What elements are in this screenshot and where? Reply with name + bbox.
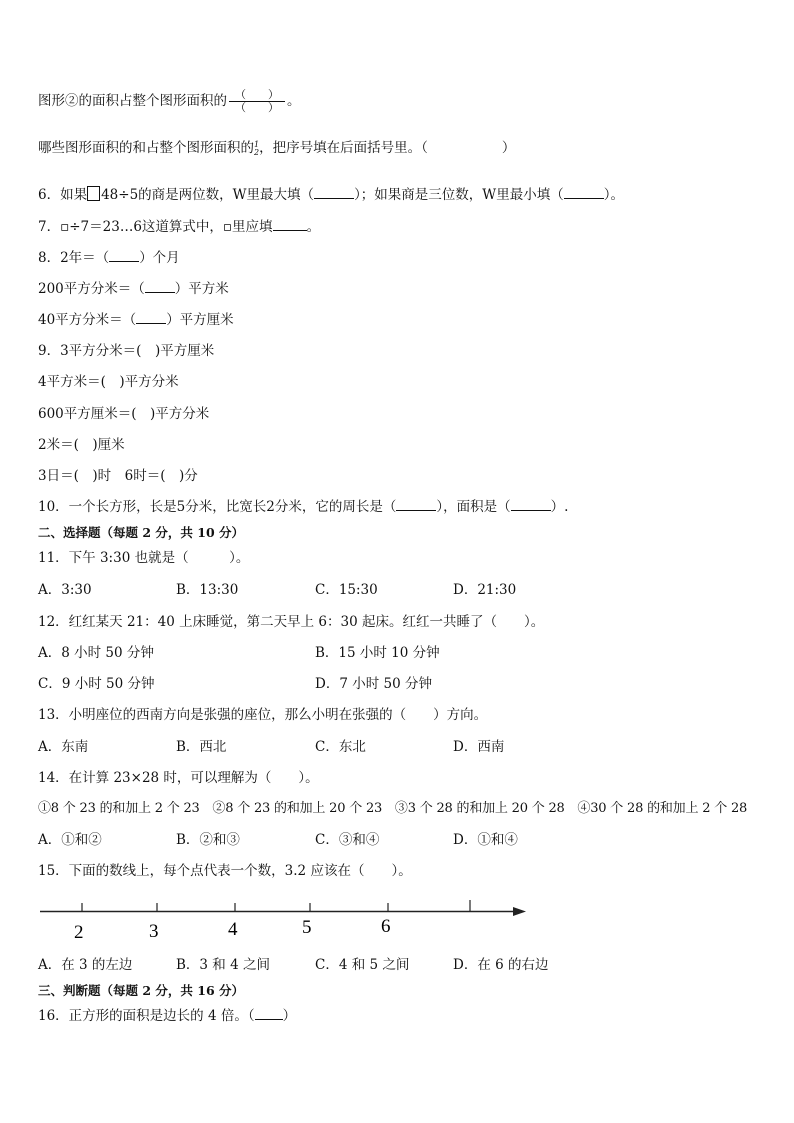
fraction-one-half: 1 2 — [254, 139, 260, 157]
tick-label-2: 2 — [74, 922, 84, 943]
option-c: C．东北 — [315, 739, 366, 755]
option-d: D．①和④ — [453, 832, 518, 848]
question-12: 12．红红某天 21：40 上床睡觉，第二天早上 6：30 起床。红红一共睡了（ ）。 — [38, 614, 545, 630]
answer-blank — [396, 510, 436, 511]
option-d: D．在 6 的右边 — [453, 957, 549, 973]
option-d: D．21:30 — [453, 582, 517, 598]
tick-label-4: 4 — [228, 919, 238, 940]
number-line — [0, 890, 794, 948]
answer-blank — [511, 510, 551, 511]
answer-blank — [314, 198, 354, 199]
tick-label-3: 3 — [149, 921, 159, 942]
option-a: A．①和② — [38, 832, 102, 848]
answer-blank — [109, 261, 139, 262]
question-9-line-1: 9．3平方分米＝( )平方厘米 — [38, 343, 215, 359]
question-11: 11．下午 3:30 也就是（ ）。 — [38, 550, 250, 566]
option-d: D．7 小时 50 分钟 — [315, 676, 432, 692]
number-line-arrow-icon — [513, 907, 526, 916]
question-8-line-3: 40平方分米＝（ ）平方厘米 — [38, 312, 234, 328]
fraction-answer: $\frac{( )}{( )}$ — [229, 89, 285, 114]
square-box-icon — [87, 186, 100, 201]
question-9-line-2: 4平方米＝( )平方分米 — [38, 374, 179, 390]
option-a: A．3:30 — [38, 582, 92, 598]
answer-blank — [255, 1019, 283, 1020]
question-9-line-4: 2米＝( )厘米 — [38, 437, 125, 453]
question-9-line-3: 600平方厘米＝( )平方分米 — [38, 406, 210, 422]
option-d: D．西南 — [453, 739, 505, 755]
question-14-items: ①8 个 23 的和加上 2 个 23 ②8 个 23 的和加上 20 个 23 ③3 个 28 的和加上 20 个 28 ④30 个 28 的和加上 2 个 28 — [38, 801, 748, 816]
option-c: C．9 小时 50 分钟 — [38, 676, 155, 692]
question-8-line-1: 8．2年＝（ ）个月 — [38, 250, 180, 266]
question-which-areas: 哪些图形面积的和占整个图形面积的 1 2 ，把序号填在后面括号里。（ ） — [38, 139, 516, 157]
question-10: 10．一个长方形，长是5分米，比宽长2分米，它的周长是（ ），面积是（ ）. — [38, 499, 569, 515]
answer-blank — [273, 230, 307, 231]
question-8-line-2: 200平方分米＝（ ）平方米 — [38, 281, 229, 297]
option-a: A．东南 — [38, 739, 89, 755]
question-9-line-5: 3日＝( )时 6时＝( )分 — [38, 468, 198, 484]
option-b: B．3 和 4 之间 — [176, 957, 270, 973]
question-area-fraction: 图形②的面积占整个图形面积的 $\frac{( )}{( )}$ 。 — [38, 88, 301, 114]
question-13: 13．小明座位的西南方向是张强的座位，那么小明在张强的（ ）方向。 — [38, 707, 488, 723]
tick-label-5: 5 — [302, 917, 312, 938]
option-b: B．②和③ — [176, 832, 240, 848]
option-c: C．15:30 — [315, 582, 378, 598]
option-b: B．15 小时 10 分钟 — [315, 645, 440, 661]
section-title-choice: 二、选择题（每题 2 分，共 10 分） — [38, 525, 245, 540]
option-c: C．③和④ — [315, 832, 380, 848]
question-6: 6．如果 48÷5的商是两位数，W里最大填（ ）；如果商是三位数，W里最小填（ ）。 — [38, 187, 624, 203]
option-a: A．8 小时 50 分钟 — [38, 645, 154, 661]
option-b: B．西北 — [176, 739, 227, 755]
section-title-judgement: 三、判断题（每题 2 分，共 16 分） — [38, 983, 245, 998]
option-c: C．4 和 5 之间 — [315, 957, 410, 973]
question-text: 图形②的面积占整个图形面积的 — [38, 93, 227, 109]
question-15: 15．下面的数线上，每个点代表一个数，3.2 应该在（ ）。 — [38, 863, 412, 879]
tick-label-6: 6 — [381, 916, 391, 937]
answer-blank — [136, 323, 166, 324]
answer-blank — [564, 198, 604, 199]
answer-blank — [145, 292, 175, 293]
option-b: B．13:30 — [176, 582, 239, 598]
question-7: 7．▫÷7＝23…6这道算式中，▫里应填 。 — [38, 219, 321, 235]
question-16: 16．正方形的面积是边长的 4 倍。（ ） — [38, 1008, 297, 1024]
option-a: A．在 3 的左边 — [38, 957, 133, 973]
question-14: 14．在计算 23×28 时，可以理解为（ ）。 — [38, 770, 319, 786]
